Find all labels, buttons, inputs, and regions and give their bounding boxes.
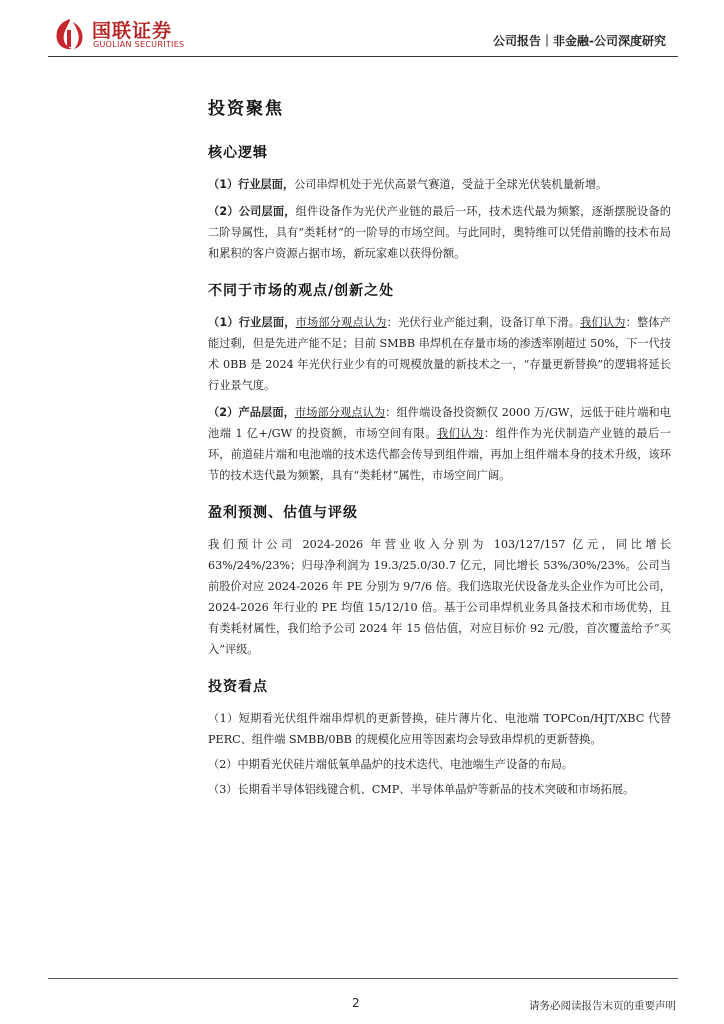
logo-company-name: 国联证券 (92, 20, 173, 42)
main-content (208, 96, 671, 816)
different-view-paragraph-1 (208, 312, 671, 396)
market-view-label: 市场部分观点认为 (295, 316, 387, 329)
paragraph-text: ：组件端设备投资额仅 2000 万/GW，远低于硅片端和电池端 1 亿+/GW 的投资额，市场空间有限。 (208, 406, 671, 440)
core-logic-paragraph-1 (208, 174, 671, 195)
logo-company-english: GUOLIAN SECURITIES (93, 40, 185, 49)
core-logic-section (208, 142, 671, 264)
header-divider (48, 56, 678, 57)
different-view-section (208, 280, 671, 486)
footer-divider (48, 978, 678, 979)
paragraph-lead: （1）行业层面， (208, 316, 296, 329)
paragraph-text: ：组件作为光伏制造产业链的最后一环，前道硅片端和电池端的技术迭代都会传导到组件端，再加上组件端本身的技术升级，该环节的技术迭代最为频繁，具有“类耗材”属性，市场空间广阔。 (208, 427, 671, 482)
page-title: 投资聚焦 (208, 99, 284, 119)
our-view-label: 我们认为 (436, 427, 484, 440)
our-view-label: 我们认为 (580, 316, 626, 329)
paragraph-text: 公司串焊机处于光伏高景气赛道，受益于全球光伏装机量新增。 (294, 178, 608, 191)
paragraph-lead: （2）产品层面， (208, 406, 295, 419)
market-view-label: 市场部分观点认为 (294, 406, 386, 419)
guolian-logo-icon (52, 16, 88, 52)
page-number: 2 (352, 996, 360, 1010)
paragraph-text: ：光伏行业产能过剩，设备订单下滑。 (386, 316, 581, 329)
core-logic-heading: 核心逻辑 (208, 145, 268, 161)
core-logic-paragraph-2 (208, 201, 671, 264)
investment-point-item: （1）短期看光伏组件端串焊机的更新替换，硅片薄片化、电池端 TOPCon/HJT/XBC 代替 PERC、组件端 SMBB/0BB 的规模化应用等因素均会导致串焊机的更新替换。 (208, 712, 671, 746)
investment-points-section (208, 676, 671, 800)
investment-points-heading: 投资看点 (208, 679, 268, 695)
paragraph-text: 组件设备作为光伏产业链的最后一环，技术迭代最为频繁，逐渐摆脱设备的二阶导属性，具有“类耗材”的一阶导的市场空间。与此同时，奥特维可以凭借前瞻的技术布局和累积的客户资源占据市场，新玩家难以获得份额。 (208, 205, 671, 260)
different-view-paragraph-2 (208, 402, 671, 486)
investment-point-item: （2）中期看光伏硅片端低氧单晶炉的技术迭代、电池端生产设备的布局。 (208, 758, 574, 771)
report-type: 公司报告｜非金融-公司深度研究 (493, 34, 666, 48)
paragraph-text: ：整体产能过剩，但是先进产能不足；目前 SMBB 串焊机在存量市场的渗透率刚超过 50%，下一代技术 0BB 是 2024 年光伏行业少有的可规模放量的新技术之一，“存量更新替换”的逻辑将延长行业景气度。 (208, 316, 671, 392)
paragraph-lead: （2）公司层面， (208, 205, 296, 218)
page-header (0, 0, 724, 62)
forecast-section (208, 502, 671, 660)
investment-point-item: （3）长期看半导体铝线键合机、CMP、半导体单晶炉等新品的技术突破和市场拓展。 (208, 783, 635, 796)
forecast-heading: 盈利预测、估值与评级 (208, 505, 358, 521)
forecast-paragraph: 我们预计公司 2024-2026 年营业收入分别为 103/127/157 亿元，同比增长 63%/24%/23%；归母净利润为 19.3/25.0/30.7 亿元，同比增长 53%/30%/23%。公司当前股价对应 2024-2026 年 PE 分别为 9/7/6 倍。我们选取光伏设备龙头企业作为可比公司，2024-2026 年行业的 PE 均值 15/12/10 倍。基于公司串焊机业务具备技术和市场优势，且有类耗材属性，我们给予公司 2024 年 15 倍估值，对应目标价 92 元/股，首次覆盖给予“买入”评级。 (208, 538, 671, 656)
different-view-heading: 不同于市场的观点/创新之处 (208, 283, 395, 299)
footer-disclaimer: 请务必阅读报告末页的重要声明 (529, 1000, 676, 1012)
paragraph-lead: （1）行业层面， (208, 178, 295, 191)
